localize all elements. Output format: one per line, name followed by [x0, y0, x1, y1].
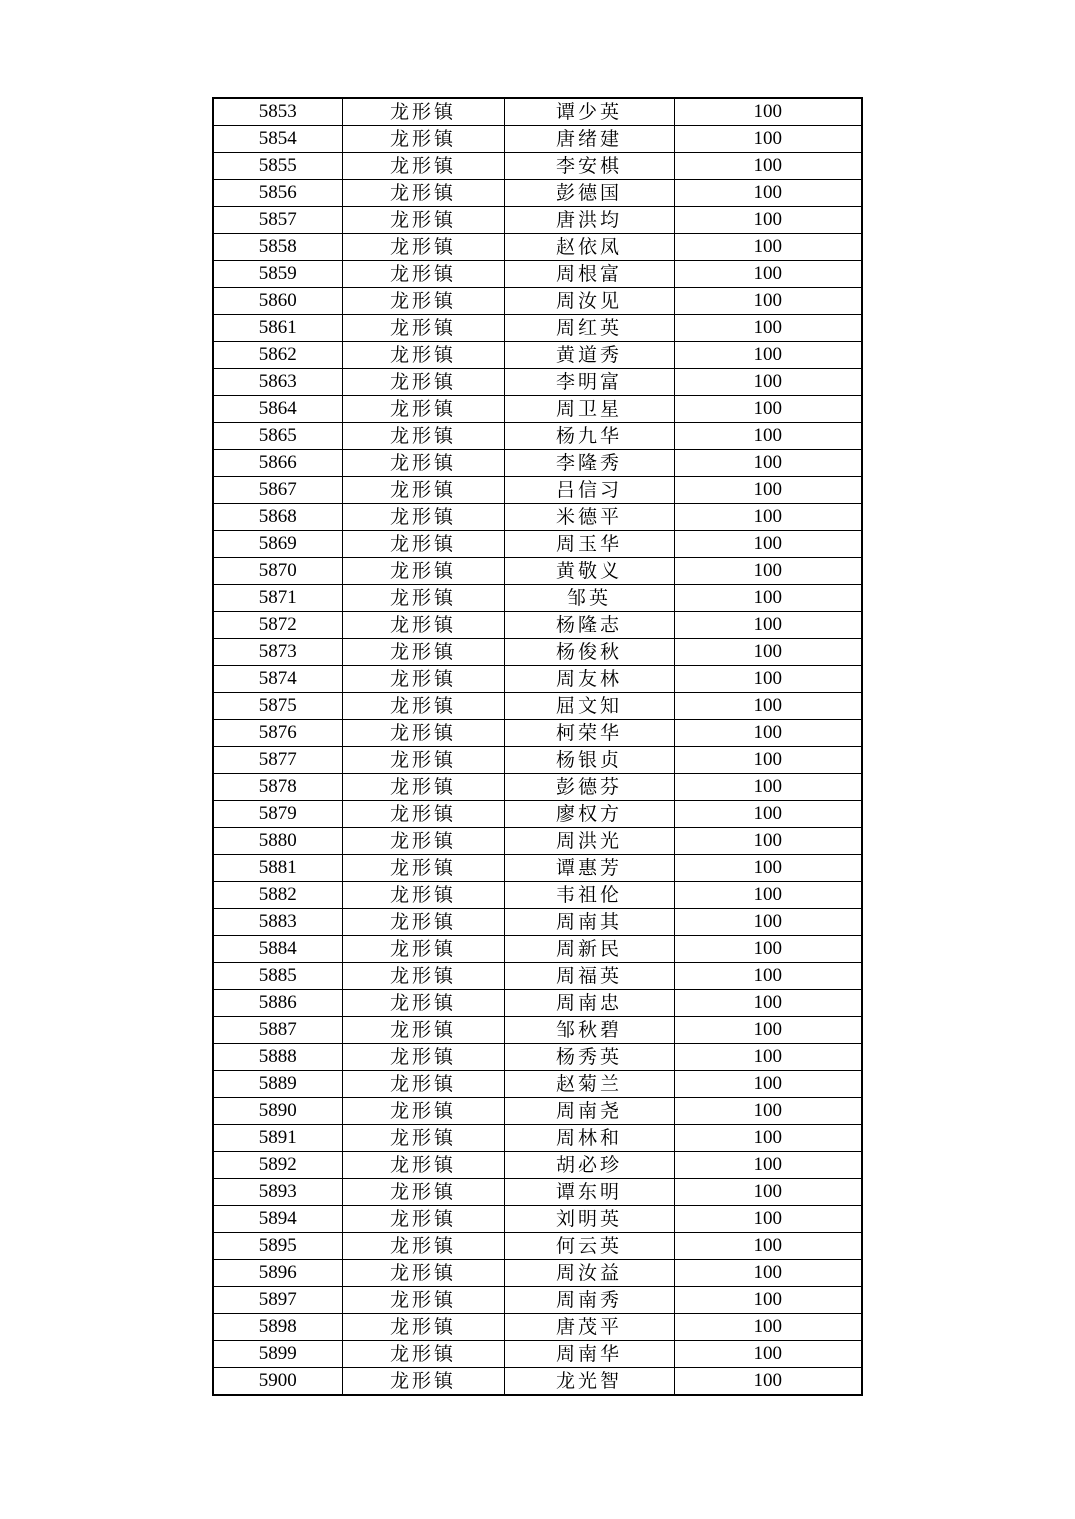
town-cell: 龙形镇 — [342, 1368, 504, 1396]
name-cell: 周友林 — [504, 666, 674, 693]
name-cell: 杨银贞 — [504, 747, 674, 774]
name-cell: 彭德国 — [504, 180, 674, 207]
town-cell: 龙形镇 — [342, 180, 504, 207]
row-number-cell: 5887 — [213, 1017, 342, 1044]
town-cell: 龙形镇 — [342, 1179, 504, 1206]
row-number-cell: 5874 — [213, 666, 342, 693]
amount-cell: 100 — [674, 1017, 862, 1044]
amount-cell: 100 — [674, 693, 862, 720]
name-cell: 周红英 — [504, 315, 674, 342]
table-row — [213, 1341, 862, 1368]
row-number-cell: 5897 — [213, 1287, 342, 1314]
name-cell: 杨秀英 — [504, 1044, 674, 1071]
row-number-cell: 5859 — [213, 261, 342, 288]
name-cell: 周南华 — [504, 1341, 674, 1368]
row-number-cell: 5893 — [213, 1179, 342, 1206]
row-number-cell: 5898 — [213, 1314, 342, 1341]
table-row — [213, 180, 862, 207]
row-number-cell: 5892 — [213, 1152, 342, 1179]
town-cell: 龙形镇 — [342, 882, 504, 909]
amount-cell: 100 — [674, 396, 862, 423]
row-number-cell: 5872 — [213, 612, 342, 639]
row-number-cell: 5855 — [213, 153, 342, 180]
amount-cell: 100 — [674, 1206, 862, 1233]
town-cell: 龙形镇 — [342, 909, 504, 936]
table-row — [213, 963, 862, 990]
town-cell: 龙形镇 — [342, 1341, 504, 1368]
table-row — [213, 531, 862, 558]
amount-cell: 100 — [674, 909, 862, 936]
amount-cell: 100 — [674, 450, 862, 477]
row-number-cell: 5880 — [213, 828, 342, 855]
name-cell: 杨隆志 — [504, 612, 674, 639]
row-number-cell: 5896 — [213, 1260, 342, 1287]
table-row — [213, 1206, 862, 1233]
amount-cell: 100 — [674, 234, 862, 261]
row-number-cell: 5895 — [213, 1233, 342, 1260]
table-row — [213, 558, 862, 585]
amount-cell: 100 — [674, 180, 862, 207]
name-cell: 赵依凤 — [504, 234, 674, 261]
amount-cell: 100 — [674, 261, 862, 288]
row-number-cell: 5857 — [213, 207, 342, 234]
town-cell: 龙形镇 — [342, 450, 504, 477]
amount-cell: 100 — [674, 477, 862, 504]
amount-cell: 100 — [674, 828, 862, 855]
table-row — [213, 1314, 862, 1341]
row-number-cell: 5888 — [213, 1044, 342, 1071]
town-cell: 龙形镇 — [342, 1098, 504, 1125]
town-cell: 龙形镇 — [342, 315, 504, 342]
town-cell: 龙形镇 — [342, 1314, 504, 1341]
table-row — [213, 747, 862, 774]
table-row — [213, 1098, 862, 1125]
name-cell: 李明富 — [504, 369, 674, 396]
table-row — [213, 153, 862, 180]
table-row — [213, 288, 862, 315]
name-cell: 周卫星 — [504, 396, 674, 423]
town-cell: 龙形镇 — [342, 1287, 504, 1314]
amount-cell: 100 — [674, 1152, 862, 1179]
row-number-cell: 5870 — [213, 558, 342, 585]
town-cell: 龙形镇 — [342, 234, 504, 261]
table-row — [213, 234, 862, 261]
table-row — [213, 585, 862, 612]
town-cell: 龙形镇 — [342, 666, 504, 693]
table-row — [213, 909, 862, 936]
table-row — [213, 504, 862, 531]
town-cell: 龙形镇 — [342, 720, 504, 747]
table-row — [213, 423, 862, 450]
row-number-cell: 5856 — [213, 180, 342, 207]
amount-cell: 100 — [674, 855, 862, 882]
town-cell: 龙形镇 — [342, 558, 504, 585]
name-cell: 周汝见 — [504, 288, 674, 315]
amount-cell: 100 — [674, 639, 862, 666]
town-cell: 龙形镇 — [342, 1017, 504, 1044]
table-row — [213, 801, 862, 828]
name-cell: 屈文知 — [504, 693, 674, 720]
name-cell: 周南秀 — [504, 1287, 674, 1314]
town-cell: 龙形镇 — [342, 1071, 504, 1098]
amount-cell: 100 — [674, 612, 862, 639]
row-number-cell: 5886 — [213, 990, 342, 1017]
name-cell: 吕信习 — [504, 477, 674, 504]
town-cell: 龙形镇 — [342, 1152, 504, 1179]
name-cell: 廖权方 — [504, 801, 674, 828]
town-cell: 龙形镇 — [342, 585, 504, 612]
table-row — [213, 720, 862, 747]
roster-table — [212, 97, 863, 1396]
row-number-cell: 5864 — [213, 396, 342, 423]
town-cell: 龙形镇 — [342, 612, 504, 639]
name-cell: 周玉华 — [504, 531, 674, 558]
town-cell: 龙形镇 — [342, 126, 504, 153]
row-number-cell: 5863 — [213, 369, 342, 396]
amount-cell: 100 — [674, 774, 862, 801]
name-cell: 周新民 — [504, 936, 674, 963]
table-row — [213, 1017, 862, 1044]
name-cell: 周南尧 — [504, 1098, 674, 1125]
amount-cell: 100 — [674, 342, 862, 369]
amount-cell: 100 — [674, 98, 862, 126]
amount-cell: 100 — [674, 1341, 862, 1368]
town-cell: 龙形镇 — [342, 855, 504, 882]
table-row — [213, 1368, 862, 1396]
town-cell: 龙形镇 — [342, 477, 504, 504]
name-cell: 李安棋 — [504, 153, 674, 180]
name-cell: 周南其 — [504, 909, 674, 936]
row-number-cell: 5885 — [213, 963, 342, 990]
table-row — [213, 1233, 862, 1260]
row-number-cell: 5867 — [213, 477, 342, 504]
town-cell: 龙形镇 — [342, 1233, 504, 1260]
row-number-cell: 5876 — [213, 720, 342, 747]
table-row — [213, 396, 862, 423]
row-number-cell: 5878 — [213, 774, 342, 801]
row-number-cell: 5869 — [213, 531, 342, 558]
town-cell: 龙形镇 — [342, 153, 504, 180]
table-row — [213, 261, 862, 288]
table-row — [213, 1179, 862, 1206]
name-cell: 杨九华 — [504, 423, 674, 450]
row-number-cell: 5875 — [213, 693, 342, 720]
table-row — [213, 936, 862, 963]
town-cell: 龙形镇 — [342, 261, 504, 288]
table-row — [213, 612, 862, 639]
name-cell: 谭惠芳 — [504, 855, 674, 882]
row-number-cell: 5881 — [213, 855, 342, 882]
amount-cell: 100 — [674, 423, 862, 450]
table-row — [213, 1044, 862, 1071]
name-cell: 黄敬义 — [504, 558, 674, 585]
row-number-cell: 5879 — [213, 801, 342, 828]
row-number-cell: 5860 — [213, 288, 342, 315]
name-cell: 刘明英 — [504, 1206, 674, 1233]
amount-cell: 100 — [674, 1233, 862, 1260]
town-cell: 龙形镇 — [342, 963, 504, 990]
town-cell: 龙形镇 — [342, 693, 504, 720]
town-cell: 龙形镇 — [342, 369, 504, 396]
table-row — [213, 98, 862, 126]
amount-cell: 100 — [674, 990, 862, 1017]
town-cell: 龙形镇 — [342, 531, 504, 558]
amount-cell: 100 — [674, 1368, 862, 1396]
table-row — [213, 207, 862, 234]
name-cell: 米德平 — [504, 504, 674, 531]
amount-cell: 100 — [674, 126, 862, 153]
town-cell: 龙形镇 — [342, 98, 504, 126]
row-number-cell: 5866 — [213, 450, 342, 477]
town-cell: 龙形镇 — [342, 207, 504, 234]
amount-cell: 100 — [674, 585, 862, 612]
town-cell: 龙形镇 — [342, 936, 504, 963]
row-number-cell: 5882 — [213, 882, 342, 909]
amount-cell: 100 — [674, 315, 862, 342]
table-row — [213, 477, 862, 504]
amount-cell: 100 — [674, 1098, 862, 1125]
row-number-cell: 5894 — [213, 1206, 342, 1233]
name-cell: 周林和 — [504, 1125, 674, 1152]
table-row — [213, 342, 862, 369]
name-cell: 柯荣华 — [504, 720, 674, 747]
name-cell: 谭少英 — [504, 98, 674, 126]
table-row — [213, 828, 862, 855]
town-cell: 龙形镇 — [342, 801, 504, 828]
amount-cell: 100 — [674, 369, 862, 396]
amount-cell: 100 — [674, 1044, 862, 1071]
amount-cell: 100 — [674, 936, 862, 963]
row-number-cell: 5853 — [213, 98, 342, 126]
name-cell: 黄道秀 — [504, 342, 674, 369]
amount-cell: 100 — [674, 963, 862, 990]
name-cell: 邹秋碧 — [504, 1017, 674, 1044]
town-cell: 龙形镇 — [342, 1260, 504, 1287]
table-row — [213, 126, 862, 153]
name-cell: 周汝益 — [504, 1260, 674, 1287]
amount-cell: 100 — [674, 720, 862, 747]
table-row — [213, 1260, 862, 1287]
table-row — [213, 450, 862, 477]
town-cell: 龙形镇 — [342, 1125, 504, 1152]
name-cell: 李隆秀 — [504, 450, 674, 477]
town-cell: 龙形镇 — [342, 342, 504, 369]
table-row — [213, 639, 862, 666]
row-number-cell: 5891 — [213, 1125, 342, 1152]
amount-cell: 100 — [674, 1071, 862, 1098]
amount-cell: 100 — [674, 1260, 862, 1287]
amount-cell: 100 — [674, 801, 862, 828]
name-cell: 周洪光 — [504, 828, 674, 855]
amount-cell: 100 — [674, 558, 862, 585]
name-cell: 杨俊秋 — [504, 639, 674, 666]
name-cell: 赵菊兰 — [504, 1071, 674, 1098]
row-number-cell: 5883 — [213, 909, 342, 936]
table-row — [213, 990, 862, 1017]
row-number-cell: 5854 — [213, 126, 342, 153]
row-number-cell: 5858 — [213, 234, 342, 261]
row-number-cell: 5862 — [213, 342, 342, 369]
name-cell: 邹英 — [504, 585, 674, 612]
amount-cell: 100 — [674, 207, 862, 234]
town-cell: 龙形镇 — [342, 504, 504, 531]
town-cell: 龙形镇 — [342, 990, 504, 1017]
amount-cell: 100 — [674, 1287, 862, 1314]
table-row — [213, 1125, 862, 1152]
row-number-cell: 5873 — [213, 639, 342, 666]
town-cell: 龙形镇 — [342, 396, 504, 423]
amount-cell: 100 — [674, 666, 862, 693]
table-row — [213, 1071, 862, 1098]
amount-cell: 100 — [674, 153, 862, 180]
name-cell: 唐茂平 — [504, 1314, 674, 1341]
table-row — [213, 1287, 862, 1314]
amount-cell: 100 — [674, 504, 862, 531]
table-row — [213, 855, 862, 882]
town-cell: 龙形镇 — [342, 423, 504, 450]
name-cell: 谭东明 — [504, 1179, 674, 1206]
row-number-cell: 5865 — [213, 423, 342, 450]
town-cell: 龙形镇 — [342, 1206, 504, 1233]
table-row — [213, 666, 862, 693]
name-cell: 胡必珍 — [504, 1152, 674, 1179]
town-cell: 龙形镇 — [342, 639, 504, 666]
amount-cell: 100 — [674, 1179, 862, 1206]
row-number-cell: 5868 — [213, 504, 342, 531]
row-number-cell: 5900 — [213, 1368, 342, 1396]
row-number-cell: 5899 — [213, 1341, 342, 1368]
name-cell: 唐洪均 — [504, 207, 674, 234]
amount-cell: 100 — [674, 288, 862, 315]
name-cell: 周南忠 — [504, 990, 674, 1017]
name-cell: 彭德芬 — [504, 774, 674, 801]
town-cell: 龙形镇 — [342, 288, 504, 315]
row-number-cell: 5871 — [213, 585, 342, 612]
name-cell: 周福英 — [504, 963, 674, 990]
roster-table-body — [213, 98, 862, 1395]
town-cell: 龙形镇 — [342, 1044, 504, 1071]
table-row — [213, 315, 862, 342]
table-row — [213, 369, 862, 396]
table-row — [213, 882, 862, 909]
table-row — [213, 693, 862, 720]
name-cell: 韦祖伦 — [504, 882, 674, 909]
amount-cell: 100 — [674, 531, 862, 558]
name-cell: 唐绪建 — [504, 126, 674, 153]
row-number-cell: 5861 — [213, 315, 342, 342]
amount-cell: 100 — [674, 882, 862, 909]
row-number-cell: 5884 — [213, 936, 342, 963]
table-row — [213, 1152, 862, 1179]
name-cell: 周根富 — [504, 261, 674, 288]
town-cell: 龙形镇 — [342, 828, 504, 855]
amount-cell: 100 — [674, 747, 862, 774]
row-number-cell: 5877 — [213, 747, 342, 774]
row-number-cell: 5890 — [213, 1098, 342, 1125]
town-cell: 龙形镇 — [342, 774, 504, 801]
amount-cell: 100 — [674, 1125, 862, 1152]
name-cell: 何云英 — [504, 1233, 674, 1260]
town-cell: 龙形镇 — [342, 747, 504, 774]
row-number-cell: 5889 — [213, 1071, 342, 1098]
amount-cell: 100 — [674, 1314, 862, 1341]
name-cell: 龙光智 — [504, 1368, 674, 1396]
table-row — [213, 774, 862, 801]
